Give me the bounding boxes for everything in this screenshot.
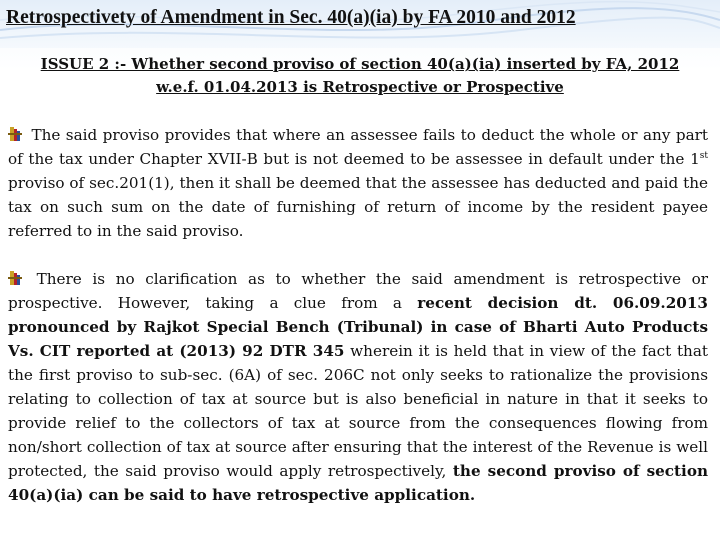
issue-heading xyxy=(0,53,720,99)
paragraph-1-text-b: proviso of sec.201(1), then it shall be deemed that the assessee has deducted and paid the tax on such sum on the date of furnishing of return of income by the resident payee referred to in the said proviso. xyxy=(8,174,708,240)
ribbon-bullet-icon xyxy=(8,127,22,141)
issue-heading-line1: ISSUE 2 :- Whether second proviso of section 40(a)(ia) inserted by FA, 2012 xyxy=(40,55,680,73)
paragraph-2-middle: wherein it is held that in view of the fact that the first proviso to sub-sec. (6A) of sec. 206C not only seeks to rationalize the provisions relating to collection of tax at source but is also beneficial in nature in that it seeks to provide relief to the collectors of tax at source from the consequences flowing from non/short collection of tax at source after ensuring that the interest of the Revenue is well protected, the said proviso would apply retrospectively, xyxy=(8,342,708,480)
slide-title: Retrospectivety of Amendment in Sec. 40(a)(ia) by FA 2010 and 2012 xyxy=(6,7,576,28)
paragraph-1-superscript: st xyxy=(699,151,708,161)
paragraph-2 xyxy=(8,267,708,507)
conclusion: the second proviso of section 40(a)(ia) can be said to have retrospective application. xyxy=(8,462,708,504)
paragraph-2-intro: There is no clarification as to whether the said amendment is retrospective or prospective. However, taking a clue from a xyxy=(8,270,708,312)
paragraph-1 xyxy=(8,123,708,243)
ribbon-bullet-icon xyxy=(8,271,22,285)
case-citation: recent decision dt. 06.09.2013 pronounced by Rajkot Special Bench (Tribunal) in case of Bharti Auto Products Vs. CIT reported at (2013) 92 DTR 345 xyxy=(8,294,708,360)
header-band xyxy=(0,0,720,48)
issue-heading-line2: w.e.f. 01.04.2013 is Retrospective or Prospective xyxy=(156,78,564,96)
paragraph-1-text-a: The said proviso provides that where an assessee fails to deduct the whole or any part of the tax under Chapter XVII-B but is not deemed to be assessee in default under the 1 xyxy=(8,126,708,168)
